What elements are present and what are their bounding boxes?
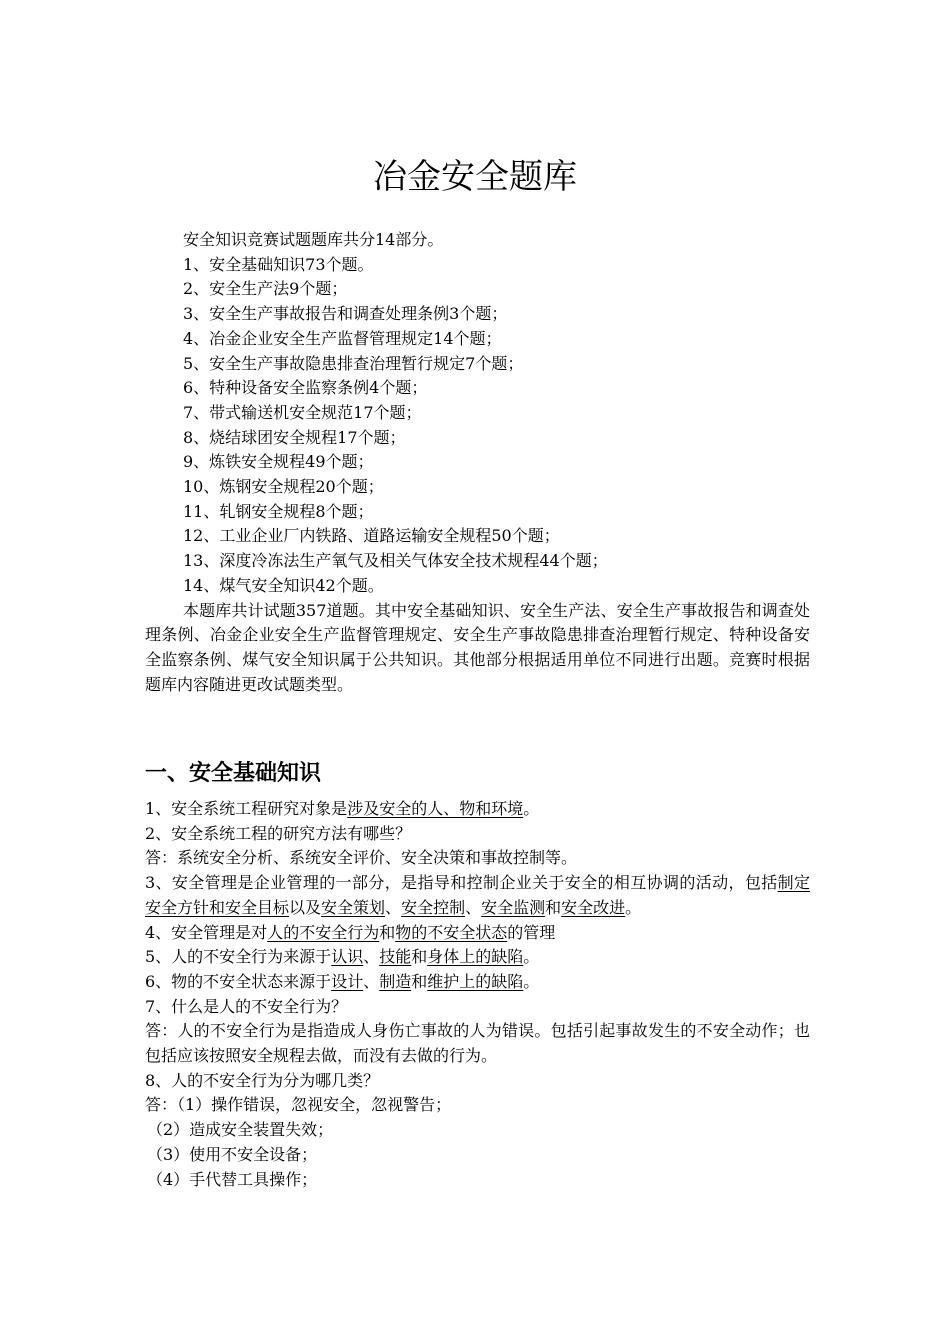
underlined-answer: 安全策划 (321, 897, 386, 917)
underlined-answer: 制定安全方针和安全目标 (145, 873, 810, 917)
part-item: 12、工业企业厂内铁路、道路运输安全规程50个题； (183, 526, 560, 546)
question-7: 7、什么是人的不安全行为？ (145, 996, 348, 1016)
answer-2: 答：系统安全分析、系统安全评价、安全决策和事故控制等。 (145, 848, 578, 868)
question-6: 6、物的不安全状态来源于设计、制造和维护上的缺陷。 (145, 971, 540, 991)
question-8: 8、人的不安全行为分为哪几类？ (145, 1070, 380, 1090)
part-item: 9、炼铁安全规程49个题； (183, 452, 374, 472)
answer-8-item: 答：（1）操作错误，忽视安全，忽视警告； (145, 1095, 452, 1115)
underlined-answer: 技能 (379, 947, 412, 967)
question-2: 2、安全系统工程的研究方法有哪些？ (145, 823, 412, 843)
underlined-answer: 身体上的缺陷 (427, 947, 524, 967)
section-heading: 一、安全基础知识 (145, 761, 322, 786)
underlined-answer: 安全控制 (401, 897, 466, 917)
part-item: 2、安全生产法9个题； (183, 279, 348, 299)
underlined-answer: 认识 (331, 947, 364, 967)
question-4: 4、安全管理是对人的不安全行为和物的不安全状态的管理 (145, 922, 556, 942)
question-3: 3、安全管理是企业管理的一部分，是指导和控制企业关于安全的相互协调的活动，包括制定安全方针和安全目标以及安全策划、安全控制、安全监测和安全改进。 (145, 873, 810, 917)
part-item: 7、带式输送机安全规范17个题； (183, 402, 422, 422)
part-item: 10、炼钢安全规程20个题； (183, 477, 384, 497)
part-item: 11、轧钢安全规程8个题； (183, 501, 374, 521)
answer-8-item: （3）使用不安全设备； (147, 1144, 318, 1164)
part-item: 1、安全基础知识73个题。 (183, 254, 374, 274)
part-item: 4、冶金企业安全生产监督管理规定14个题； (183, 328, 502, 348)
intro-line: 安全知识竞赛试题题库共分14部分。 (183, 230, 444, 249)
underlined-answer: 人的不安全行为 (267, 922, 380, 942)
underlined-answer: 安全监测 (481, 897, 546, 917)
summary-paragraph: 本题库共计试题357道题。其中安全基础知识、安全生产法、安全生产事故报告和调查处理条例、冶金企业安全生产监督管理规定、安全生产事故隐患排查治理暂行规定、特种设备安全监察条例、煤气安全知识属于公共知识。其他部分根据适用单位不同进行出题。竞赛时根据题库内容随进更改试题类型。 (145, 600, 810, 694)
question-1: 1、安全系统工程研究对象是涉及安全的人、物和环境。 (145, 799, 540, 818)
intro-block (145, 228, 810, 697)
answer-8-item: （4）手代替工具操作； (147, 1169, 318, 1189)
underlined-answer: 物的不安全状态 (395, 922, 508, 942)
part-item: 6、特种设备安全监察条例4个题； (183, 378, 428, 398)
answer-8-item: （2）造成安全装置失效； (147, 1120, 334, 1140)
question-5: 5、人的不安全行为来源于认识、技能和身体上的缺陷。 (145, 947, 540, 967)
part-item: 14、煤气安全知识42个题。 (183, 575, 384, 595)
underlined-answer: 维护上的缺陷 (427, 971, 524, 991)
underlined-answer: 涉及安全的人、物和环境 (347, 799, 524, 818)
underlined-answer: 安全改进 (561, 897, 626, 917)
underlined-answer: 制造 (379, 971, 412, 991)
part-item: 13、深度冷冻法生产氧气及相关气体安全技术规程44个题； (183, 551, 608, 571)
qa-block (145, 797, 810, 1192)
underlined-answer: 设计 (331, 971, 364, 991)
part-item: 5、安全生产事故隐患排查治理暂行规定7个题； (183, 353, 524, 373)
answer-7: 答：人的不安全行为是指造成人身伤亡事故的人为错误。包括引起事故发生的不安全动作；也包括应该按照安全规程去做，而没有去做的行为。 (145, 1021, 810, 1066)
part-item: 3、安全生产事故报告和调查处理条例3个题； (183, 304, 508, 324)
part-item: 8、烧结球团安全规程17个题； (183, 427, 406, 447)
page-title: 冶金安全题库 (373, 157, 577, 197)
